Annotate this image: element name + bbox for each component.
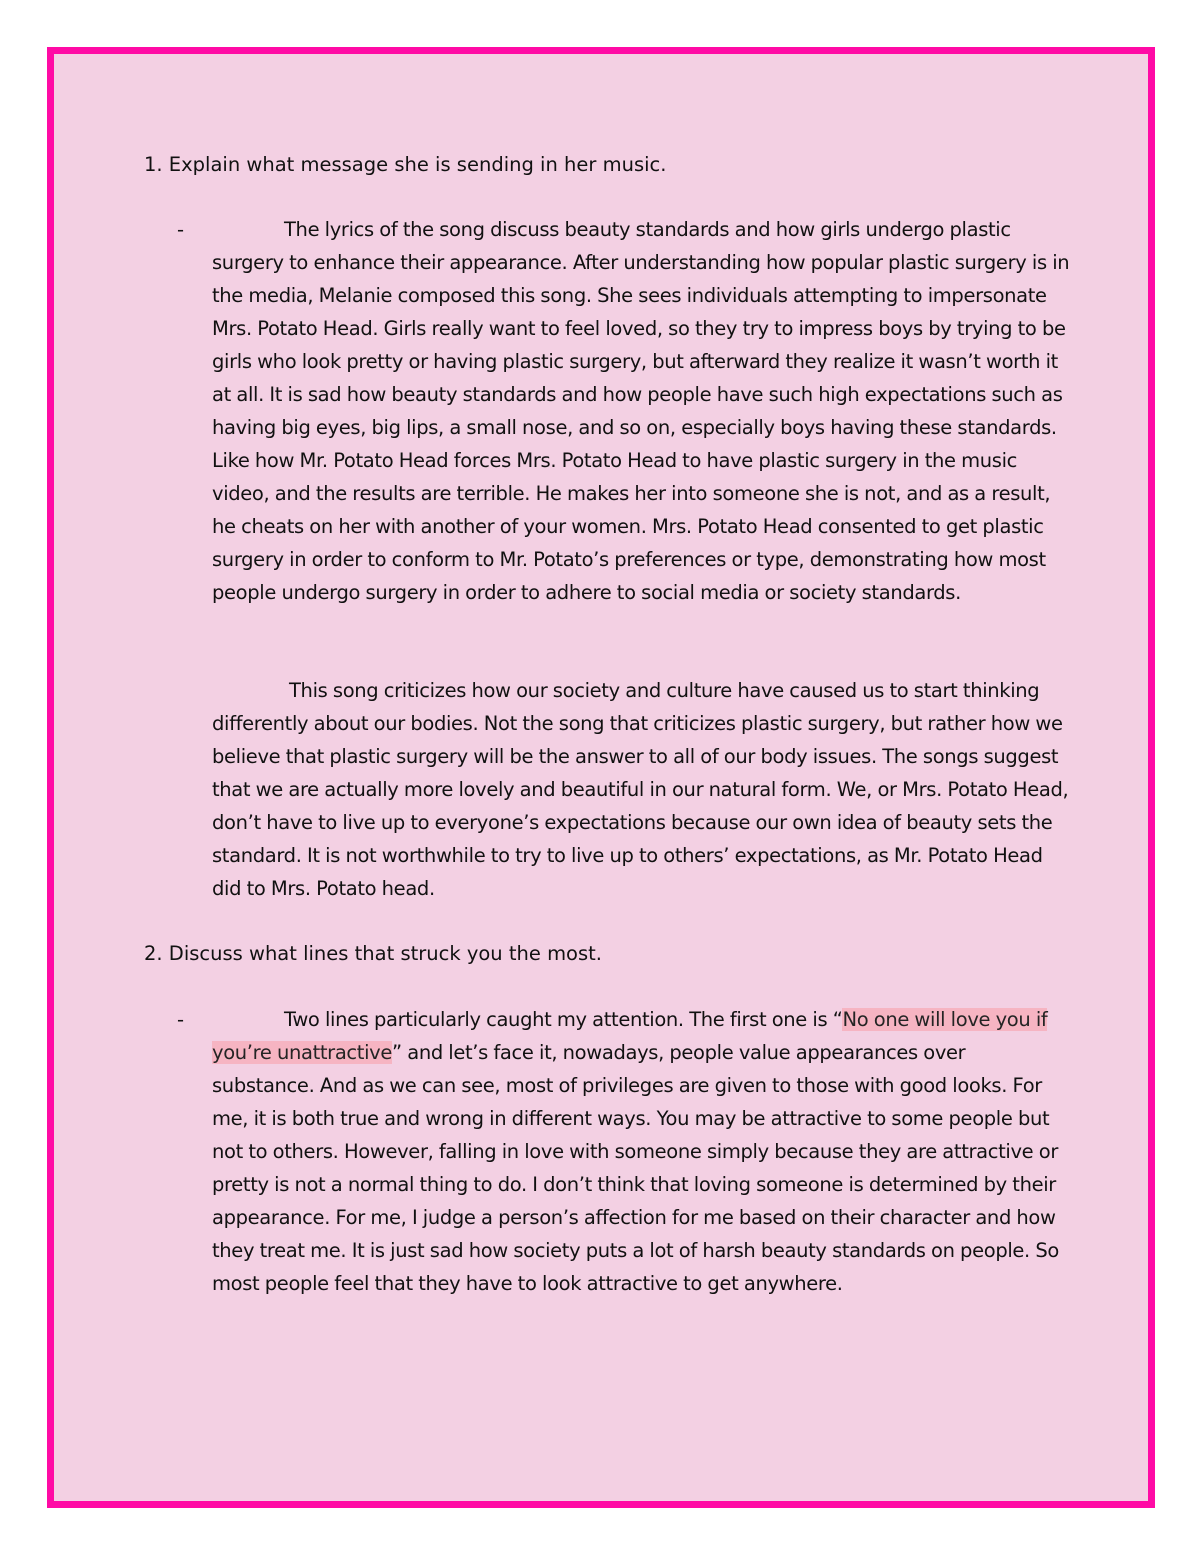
answer-rest-text: ” and let’s face it, nowadays, people value appearances over substance. And as we can see, most of privileges are given to those with good looks. For me, it is both true and wrong in different ways. You may be attractive to some people but not to others. However, falling in love with someone simply because they are attractive or pretty is not a normal thing to do. I don’t think that loving someone is determined by their appearance. For me, I judge a person’s affection for me based on their character and how they treat me. It is just sad how society puts a lot of harsh beauty standards on people. So most people feel that they have to look attractive to get anywhere. xyxy=(212,1041,1059,1295)
document-body xyxy=(54,54,1148,1501)
page-frame xyxy=(47,47,1155,1508)
answer-intro-text: Two lines particularly caught my attention. The first one is “ xyxy=(284,1008,843,1031)
question-2-bullet: - xyxy=(177,1008,185,1031)
question-2-heading: 2. Discuss what lines that struck you the most. xyxy=(144,942,602,965)
highlighted-quote: No one will love you if you’re unattractive xyxy=(212,1008,1048,1064)
question-1-bullet: - xyxy=(177,218,185,241)
question-1-heading: 1. Explain what message she is sending in her music. xyxy=(144,153,667,176)
question-1-answer-paragraph-1: The lyrics of the song discuss beauty standards and how girls undergo plastic surgery to enhance their appearance. After understanding how popular plastic surgery is in the media, Melanie composed this song. She sees individuals attempting to impersonate Mrs. Potato Head. Girls really want to feel loved, so they try to impress boys by trying to be girls who look pretty or having plastic surgery, but afterward they realize it wasn’t worth it at all. It is sad how beauty standards and how people have such high expectations such as having big eyes, big lips, a small nose, and so on, especially boys having these standards. Like how Mr. Potato Head forces Mrs. Potato Head to have plastic surgery in the music video, and the results are terrible. He makes her into someone she is not, and as a result, he cheats on her with another of your women. Mrs. Potato Head consented to get plastic surgery in order to conform to Mr. Potato’s preferences or type, demonstrating how most people undergo surgery in order to adhere to social media or society standards. xyxy=(212,218,1070,604)
question-1-answer-paragraph-2: This song criticizes how our society and culture have caused us to start thinking differently about our bodies. Not the song that criticizes plastic surgery, but rather how we believe that plastic surgery will be the answer to all of our body issues. The songs suggest that we are actually more lovely and beautiful in our natural form. We, or Mrs. Potato Head, don’t have to live up to everyone’s expectations because our own idea of beauty sets the standard. It is not worthwhile to try to live up to others’ expectations, as Mr. Potato Head did to Mrs. Potato head. xyxy=(212,679,1069,900)
question-2-answer-paragraph xyxy=(212,1003,1072,1300)
